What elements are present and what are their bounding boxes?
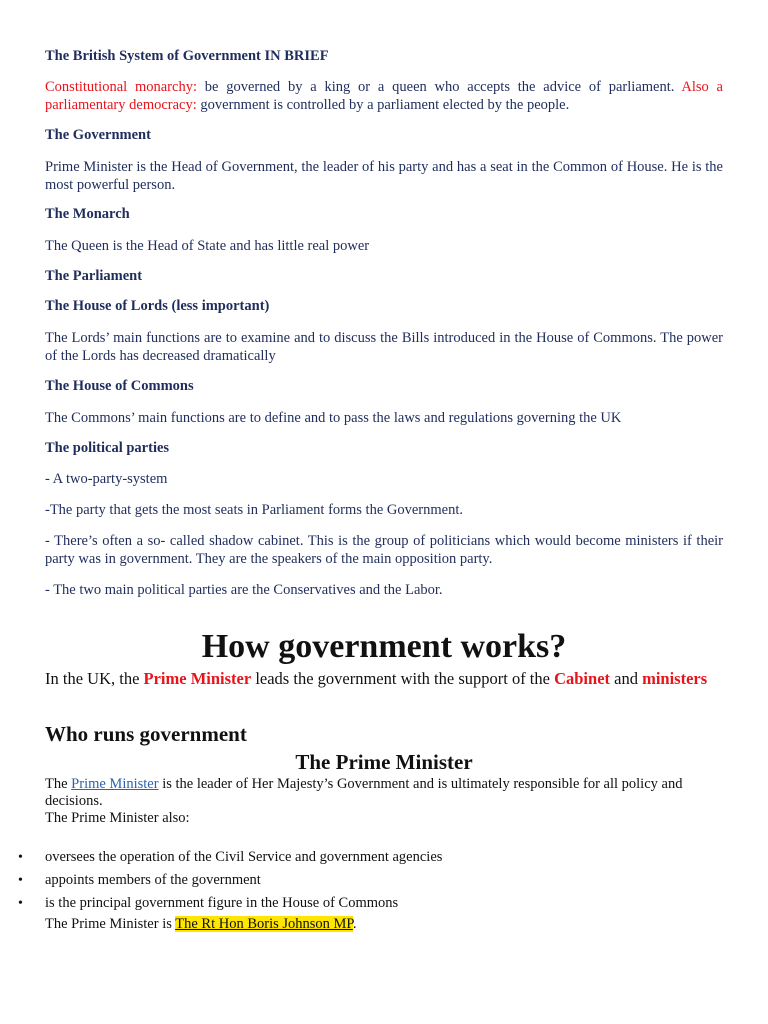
pm-also-text: The Prime Minister also: (45, 810, 190, 826)
constitutional-monarchy-term: Constitutional monarchy: (45, 79, 197, 95)
list-item: • oversees the operation of the Civil Service and government agencies (0, 846, 768, 869)
pm-desc-text: is the leader of Her Majesty’s Government and is ultimately responsible for all policy and decisions. (45, 776, 683, 809)
intro-text: In the UK, the (45, 669, 144, 688)
pm-desc-text: The (45, 776, 72, 792)
parties-item: -The party that gets the most seats in Parliament forms the Government. (45, 502, 463, 518)
pm-is-end: . (352, 916, 357, 932)
monarch-heading: The Monarch (45, 206, 130, 222)
intro-ministers: ministers (642, 669, 708, 688)
lords-text: The Lords’ main functions are to examine and to discuss the Bills introduced in the House of Commons. The power of the Lords has decreased dramatically (45, 330, 723, 364)
parliament-heading: The Parliament (45, 268, 143, 284)
pm-is-text: The Prime Minister is (45, 916, 176, 932)
who-runs-heading: Who runs government (45, 722, 247, 746)
prime-minister-description (45, 776, 723, 827)
parties-item: - The two main political parties are the Conservatives and the Labor. (45, 582, 443, 598)
intro-text: leads the government with the support of the (251, 669, 555, 688)
parliamentary-democracy-term: Also a parliamentary democracy: (45, 79, 723, 113)
commons-heading: The House of Commons (45, 378, 194, 394)
brief-title: The British System of Government IN BRIEF (45, 48, 329, 64)
parties-item: - There’s often a so- called shadow cabinet. This is the group of politicians which would become ministers if their party was in government. They are the speakers of the main opposition party. (45, 533, 723, 567)
monarch-text: The Queen is the Head of State and has little real power (45, 238, 370, 254)
prime-minister-name-link[interactable]: The Rt Hon Boris Johnson MP (175, 916, 353, 932)
list-item: • is the principal government figure in the House of Commons (0, 892, 768, 915)
how-government-works-title: How government works? (201, 628, 567, 665)
list-item: • appoints members of the government (0, 869, 768, 892)
constitutional-monarchy-text: be governed by a king or a queen who accepts the advice of parliament. (196, 79, 682, 95)
intro-cabinet: Cabinet (554, 669, 611, 688)
parliamentary-democracy-text: government is controlled by a parliament elected by the people. (196, 97, 570, 113)
government-heading: The Government (45, 127, 151, 143)
intro-text: and (610, 669, 643, 688)
commons-text: The Commons’ main functions are to define and to pass the laws and regulations governing the UK (45, 410, 622, 426)
prime-minister-link[interactable]: Prime Minister (71, 776, 159, 792)
lords-heading: The House of Lords (less important) (45, 298, 270, 314)
pm-duties-list (0, 846, 768, 915)
parties-item: - A two-party-system (45, 471, 168, 487)
brief-paragraph (45, 78, 723, 114)
prime-minister-subheading: The Prime Minister (295, 750, 473, 774)
government-text: Prime Minister is the Head of Government, the leader of his party and has a seat in the Common of House. He is the most powerful person. (45, 159, 723, 193)
parties-heading: The political parties (45, 440, 170, 456)
how-intro (45, 668, 723, 689)
intro-prime-minister: Prime Minister (143, 669, 252, 688)
current-prime-minister (45, 916, 357, 933)
